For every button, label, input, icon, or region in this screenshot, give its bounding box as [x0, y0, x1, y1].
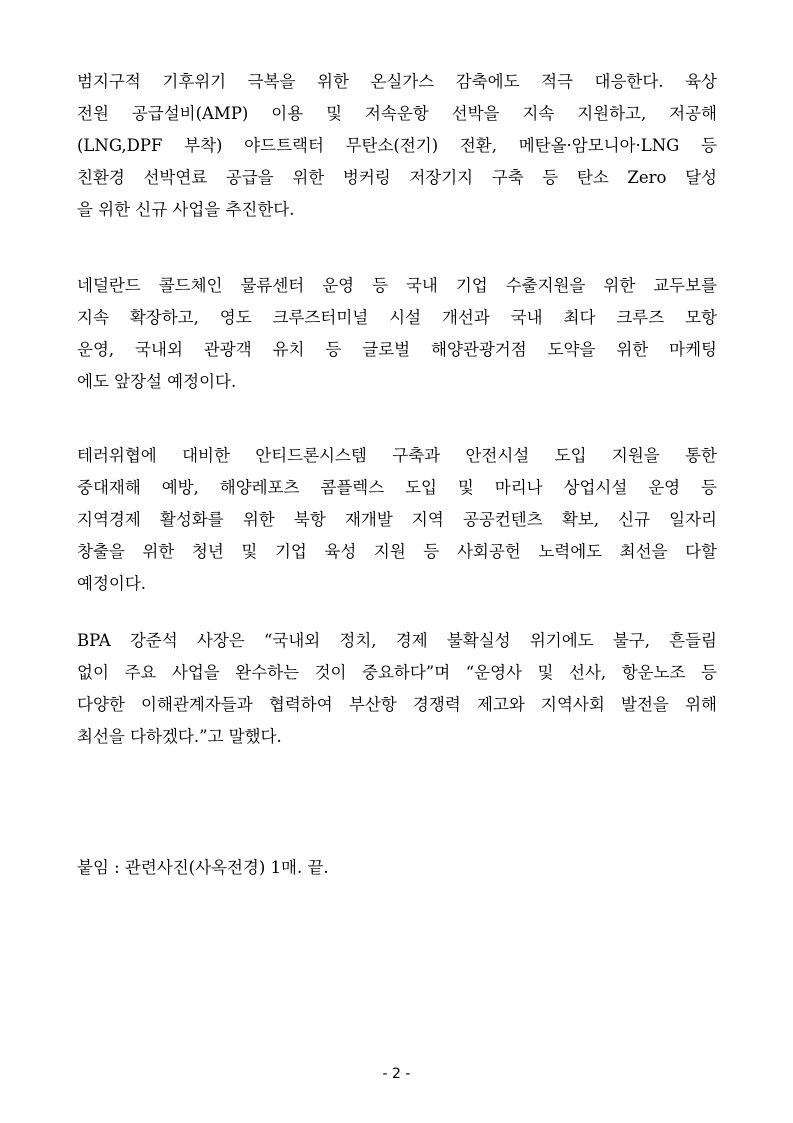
paragraph-export-support [77, 270, 717, 398]
text-line: 창출을 위한 청년 및 기업 육성 지원 등 사회공헌 노력에도 최선을 다할 [77, 542, 717, 561]
page-number: - 2 - [382, 1066, 411, 1082]
text-line: 네덜란드 콜드체인 물류센터 운영 등 국내 기업 수출지원을 위한 교두보를 [77, 276, 717, 295]
text-line: 에도 앞장설 예정이다. [77, 372, 237, 391]
text-line: (LNG,DPF 부착) 야드트랙터 무탄소(전기) 전환, 메탄올·암모니아·LNG 등 [77, 136, 717, 155]
text-line: 중대재해 예방, 해양레포츠 콤플렉스 도입 및 마리나 상업시설 운영 등 [77, 478, 717, 497]
attachment-note: 붙임 : 관련사진(사옥전경) 1매. 끝. [77, 858, 329, 877]
paragraph-emissions-reduction [77, 66, 717, 226]
text-line: 범지구적 기후위기 극복을 위한 온실가스 감축에도 적극 대응한다. 육상 [77, 72, 717, 91]
text-line: 다양한 이해관계자들과 협력하여 부산항 경쟁력 제고와 지역사회 발전을 위해 [77, 695, 717, 714]
text-line: 최선을 다하겠다.”고 말했다. [77, 727, 282, 746]
text-line: BPA 강준석 사장은 “국내외 정치, 경제 불확실성 위기에도 불구, 흔들림 [77, 631, 717, 650]
text-line: 예정이다. [77, 574, 147, 593]
text-line: 전원 공급설비(AMP) 이용 및 저속운항 선박을 지속 지원하고, 저공해 [77, 104, 717, 123]
paragraph-safety-community [77, 440, 717, 600]
text-line: 친환경 선박연료 공급을 위한 벙커링 저장기지 구축 등 탄소 Zero 달성 [77, 168, 717, 187]
text-line: 을 위한 신규 사업을 추진한다. [77, 200, 295, 219]
text-line: 없이 주요 사업을 완수하는 것이 중요하다”며 “운영사 및 선사, 항운노조 등 [77, 663, 717, 682]
paragraph-ceo-quote [77, 625, 717, 753]
text-line: 지속 확장하고, 영도 크루즈터미널 시설 개선과 국내 최다 크루즈 모항 [77, 308, 717, 327]
text-line: 지역경제 활성화를 위한 북항 재개발 지역 공공컨텐츠 확보, 신규 일자리 [77, 510, 717, 529]
text-line: 운영, 국내외 관광객 유치 등 글로벌 해양관광거점 도약을 위한 마케팅 [77, 340, 717, 359]
text-line: 테러위협에 대비한 안티드론시스템 구축과 안전시설 도입 지원을 통한 [77, 446, 717, 465]
